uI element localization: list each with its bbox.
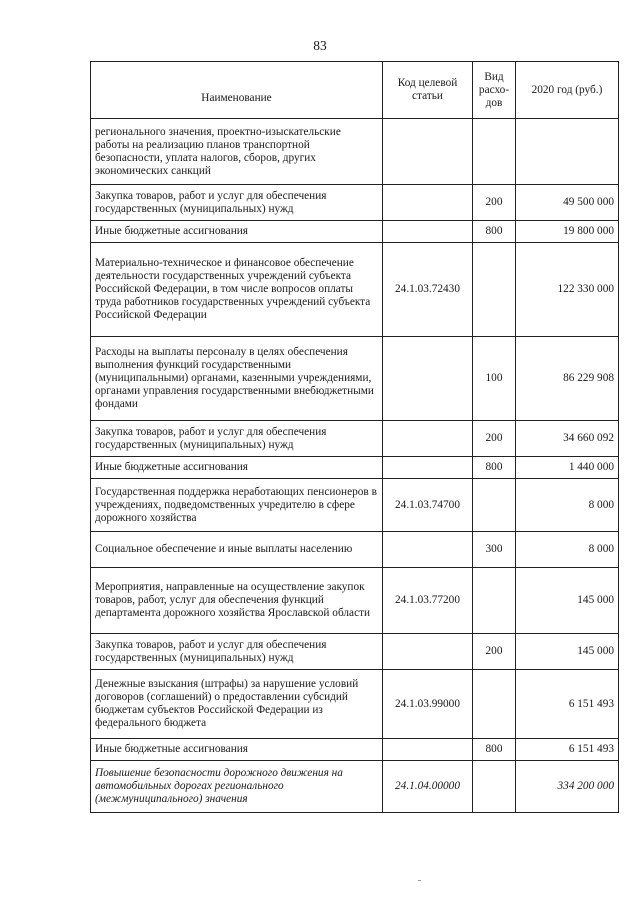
row-sum: 8 000 (516, 479, 619, 532)
row-sum: 1 440 000 (516, 457, 619, 479)
row-code (383, 634, 473, 670)
row-type: 300 (473, 532, 516, 568)
row-code (383, 739, 473, 761)
header-name: Наименование (91, 62, 383, 119)
table-row (91, 634, 619, 670)
table-row (91, 761, 619, 813)
header-sum: 2020 год (руб.) (516, 62, 619, 119)
row-sum: 6 151 493 (516, 670, 619, 739)
row-code (383, 221, 473, 243)
row-code: 24.1.03.99000 (383, 670, 473, 739)
row-sum: 19 800 000 (516, 221, 619, 243)
row-code: 24.1.04.00000 (383, 761, 473, 813)
table-row (91, 532, 619, 568)
row-name: Закупка товаров, работ и услуг для обеспечения государственных (муниципальных) нужд (91, 634, 383, 670)
row-name: Закупка товаров, работ и услуг для обеспечения государственных (муниципальных) нужд (91, 185, 383, 221)
table-row (91, 479, 619, 532)
table-row (91, 739, 619, 761)
row-code (383, 457, 473, 479)
row-name: Государственная поддержка неработающих пенсионеров в учреждениях, подведомственных учредителю в сфере дорожного хозяйства (91, 479, 383, 532)
row-code: 24.1.03.77200 (383, 568, 473, 634)
row-type: 200 (473, 185, 516, 221)
row-sum: 8 000 (516, 532, 619, 568)
row-type: 800 (473, 739, 516, 761)
row-sum: 145 000 (516, 568, 619, 634)
row-sum: 86 229 908 (516, 337, 619, 421)
table-header-row (91, 62, 619, 119)
row-type: 200 (473, 634, 516, 670)
row-code (383, 119, 473, 185)
row-type (473, 243, 516, 337)
budget-table (90, 61, 619, 813)
header-type: Вид расхо-дов (473, 62, 516, 119)
row-sum: 6 151 493 (516, 739, 619, 761)
row-type (473, 670, 516, 739)
row-name: Материально-техническое и финансовое обеспечение деятельности государственных учреждений субъекта Российской Федерации, в том числе вопросов оплаты труда работников государственных учреждений субъекта Российской Федерации (91, 243, 383, 337)
row-name: Иные бюджетные ассигнования (91, 221, 383, 243)
row-name: Иные бюджетные ассигнования (91, 457, 383, 479)
row-type (473, 761, 516, 813)
row-sum: 34 660 092 (516, 421, 619, 457)
table-row (91, 221, 619, 243)
scan-speck (418, 880, 421, 881)
row-type (473, 568, 516, 634)
header-code: Код целевой статьи (383, 62, 473, 119)
row-name: Повышение безопасности дорожного движения на автомобильных дорогах регионального (межмуниципального) значения (91, 761, 383, 813)
row-name: Закупка товаров, работ и услуг для обеспечения государственных (муниципальных) нужд (91, 421, 383, 457)
table-row (91, 119, 619, 185)
row-name: Денежные взыскания (штрафы) за нарушение условий договоров (соглашений) о предоставлении субсидий бюджетам субъектов Российской Федерации из федерального бюджета (91, 670, 383, 739)
row-name: Расходы на выплаты персоналу в целях обеспечения выполнения функций государственными (муниципальными) органами, казенными учреждениями, органами управления государственными внебюджетными фондами (91, 337, 383, 421)
row-sum: 49 500 000 (516, 185, 619, 221)
row-type: 200 (473, 421, 516, 457)
row-name: Иные бюджетные ассигнования (91, 739, 383, 761)
row-name: Социальное обеспечение и иные выплаты населению (91, 532, 383, 568)
row-type (473, 119, 516, 185)
table-row (91, 185, 619, 221)
row-type: 800 (473, 457, 516, 479)
table-row (91, 670, 619, 739)
row-code (383, 532, 473, 568)
table-row (91, 337, 619, 421)
row-sum: 334 200 000 (516, 761, 619, 813)
row-sum (516, 119, 619, 185)
row-sum: 145 000 (516, 634, 619, 670)
row-name: Мероприятия, направленные на осуществление закупок товаров, работ, услуг для обеспечения функций департамента дорожного хозяйства Ярославской области (91, 568, 383, 634)
row-code (383, 185, 473, 221)
row-sum: 122 330 000 (516, 243, 619, 337)
row-name: регионального значения, проектно-изыскательские работы на реализацию планов транспортной безопасности, уплата налогов, сборов, других экономических санкций (91, 119, 383, 185)
row-code (383, 337, 473, 421)
page-number: 83 (313, 38, 327, 53)
row-code (383, 421, 473, 457)
row-type: 100 (473, 337, 516, 421)
row-code: 24.1.03.74700 (383, 479, 473, 532)
row-type: 800 (473, 221, 516, 243)
table-row (91, 421, 619, 457)
row-type (473, 479, 516, 532)
table-row (91, 568, 619, 634)
row-code: 24.1.03.72430 (383, 243, 473, 337)
table-row (91, 243, 619, 337)
table-row (91, 457, 619, 479)
